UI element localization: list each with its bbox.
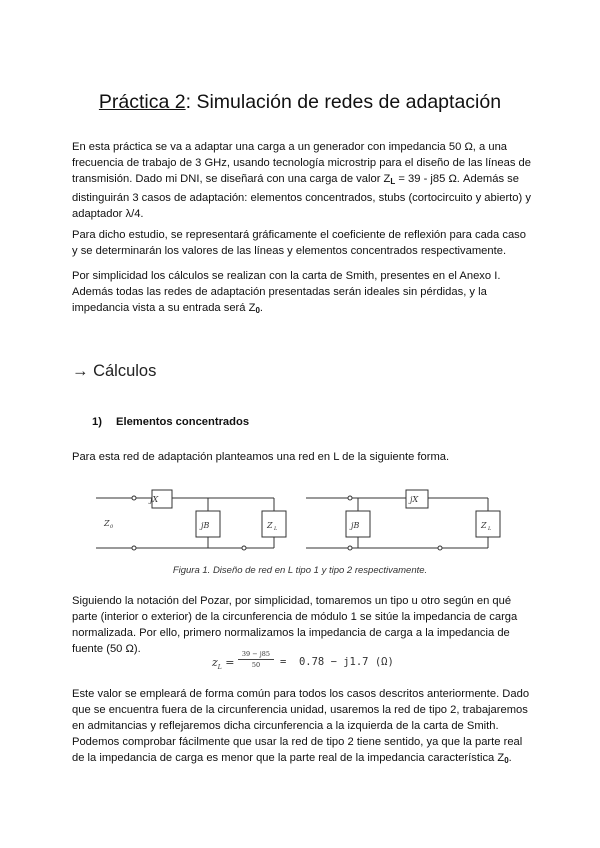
intro-p1-subscript: L — [390, 177, 396, 186]
paragraph-type-2 — [72, 686, 534, 769]
network-type-2 — [306, 490, 500, 550]
intro-paragraph-2: Para dicho estudio, se representará gráficamente el coeficiente de reflexión para cada caso y se determinarán los valores de las líneas y elementos concentrados respectivamente. — [72, 229, 526, 257]
intro-p3-text-a: Por simplicidad los cálculos se realizan con la carta de Smith, presentes en el Anexo I. Además todas las redes de adaptación presentadas serán ideales sin pérdidas, y la impedancia vista a su entrada será Z — [72, 270, 501, 314]
zl-sub-1: L — [274, 526, 278, 532]
p6-text-b: . — [508, 752, 512, 764]
equation-rhs: = 0.78 − j1.7 (Ω) — [280, 656, 394, 668]
zl-label-1: Z — [267, 521, 273, 530]
jx-label-2: jX — [410, 495, 419, 504]
normalization-equation — [212, 650, 392, 676]
page-title — [0, 91, 600, 114]
zl-sub-2: L — [488, 526, 492, 532]
z0-sub: 0 — [110, 524, 114, 530]
subsection-number: 1) — [92, 416, 102, 428]
equation-lhs: $z_L$ = — [212, 656, 235, 672]
title-prefix: Práctica 2 — [98, 91, 186, 113]
paragraph-pozar: Siguiendo la notación del Pozar, por simplicidad, tomaremos un tipo u otro según en qué parte (interior o exterior) de la circunferencia de módulo 1 se sitúe la impedancia de carga normalizada. Por ello, primero normalizamos la impedancia de carga a la impedancia de fuente (50 Ω). — [72, 595, 518, 655]
intro-p3-text-b: . — [259, 302, 264, 314]
subsection-heading — [92, 416, 249, 428]
z0-label: Z — [104, 519, 110, 528]
network-type-1 — [96, 490, 286, 550]
intro-p1-text-a: En esta práctica se va a adaptar una carga a un generador con impedancia 50 Ω, a una frecuencia de trabajo de 3 GHz, usando tecnología microstrip para el diseño de las líneas de transmisión. Dado mi DNI, se diseñará con una carga de valor Z — [72, 141, 531, 185]
intro-p1-text-b: = 39 - j85 Ω. Además se distinguirán 3 casos de adaptación: elementos concentrados, stubs (cortocircuito y abierto) y adaptador λ/4. — [72, 173, 531, 220]
zl-label-2: Z — [481, 521, 487, 530]
equation-denominator: 50 — [251, 661, 261, 669]
equation-fraction — [238, 650, 274, 669]
figure-caption: Figura 1. Diseño de red en L tipo 1 y tipo 2 respectivamente. — [172, 565, 428, 576]
intro-paragraph-3 — [72, 268, 534, 319]
equation-lhs-symbol: z — [212, 656, 218, 669]
l-network-figure — [90, 486, 510, 558]
jx-label-1: jX — [150, 495, 159, 504]
p6-text-a: Este valor se empleará de forma común para todos los casos descritos anteriormente. Dado que se encuentra fuera de la circunferencia unidad, usaremos la red de tipo 2, trabajaremos en admitancias y reflejaremos dicha circunferencia a la izquierda de la carta de Smith. Podemos comprobar fácilmente que usar la red de tipo 2 tiene sentido, ya que la parte real de la impedancia de carga es menor que la parte real de la impedancia característica Z — [72, 688, 530, 764]
section-heading: → Cálculos — [72, 362, 157, 380]
title-rest: : Simulación de redes de adaptación — [185, 91, 502, 113]
jb-label-2: jB — [351, 521, 360, 530]
p6-subscript: 0 — [504, 756, 509, 765]
paragraph-l-network: Para esta red de adaptación planteamos una red en L de la siguiente forma. — [72, 451, 450, 463]
intro-paragraph-1 — [72, 139, 534, 222]
jb-label-1: jB — [201, 521, 210, 530]
equation-numerator: 39 − j85 — [238, 650, 274, 660]
equation-lhs-subscript: L — [217, 664, 222, 672]
subsection-title: Elementos concentrados — [116, 416, 250, 428]
intro-p3-subscript: 0 — [255, 306, 260, 315]
